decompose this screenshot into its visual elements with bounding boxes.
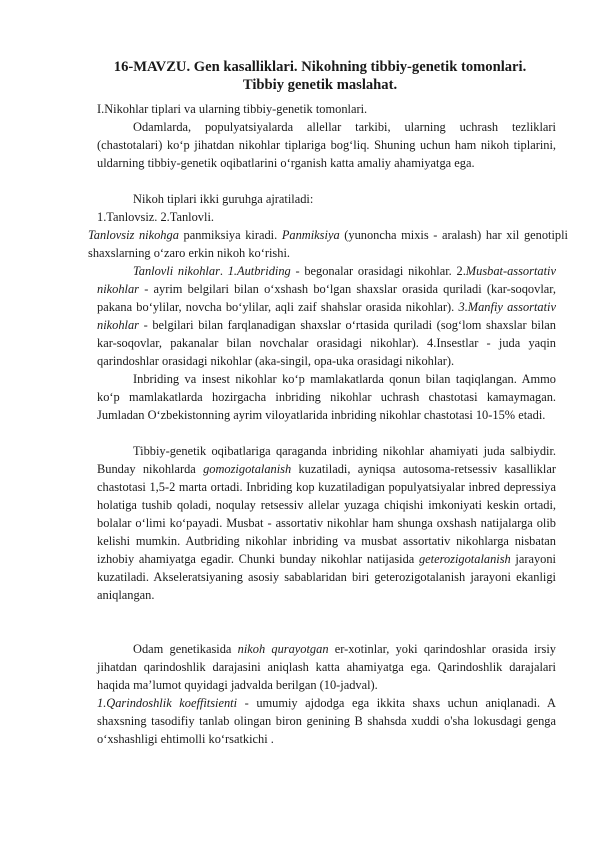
text-run: kuzatiladi, ayniqsa autosoma-retsessiv kasalliklar chastotasi 1,5-2 marta ortadi. Inbriding kop kuzatiladigan populyatsiyalar inbred depressiya holatiga tushib qoladi, noqulay retsessiv allelar yuzaga chiqishi imkoniyati keskin ortadi, bolalar o‘limi ko‘payadi. Musbat - assortativ nikohlar ham shunga oxshash natijalarga olib kelishi mumkin. Autbriding nikohlar inbriding va musbat assortativ nikohlarga nisbatan izhobiy ahamiyatga egadir. Chunki bunday nikohlar natijasida (97, 462, 556, 566)
paragraph-kinship (97, 640, 556, 694)
term-positive-assortative: Musbat-assortativ nikohlar (97, 264, 556, 296)
term-panmixia: Panmiksiya (281, 228, 340, 242)
paragraph-types-intro: Nikoh tiplari ikki guruhga ajratiladi: (133, 192, 314, 206)
term-selective: Tanlovli nikohlar (133, 264, 220, 278)
text-run: - umumiy ajdodga ega ikkita shaxs uchun aniqlanadi. A shaxsning tasodifiy tanlab olingan biron genining B shahsda xuddi o'sha lokusdagi genga o‘xshashligi ehtimolli ko‘rsatkichi . (97, 696, 556, 746)
paragraph-selective (97, 262, 556, 370)
text-run: er-xotinlar, yoki qarindoshlar orasida irsiy jihatdan qarindoshlik darajasini aniqlash katta ahamiyatga ega. Qarindoshlik darajalari haqida ma’lumot quyidagi jadvalda berilgan (10-jadval). (97, 642, 556, 692)
text-run: jarayoni kuzatiladi. Akseleratsiyaning asosiy sabablaridan biri geterozigotalanish jarayoni ekanligi aniqlangan. (97, 552, 556, 602)
text-run: - belgilari bilan farqlanadigan shaxslar o‘rtasida quriladi (sog‘lom shaxslar bilan kar-soqovlar, pakanalar bilan novchalar orasidagi nikohlar). 4.Insestlar - juda yaqin qarindoshlar orasidagi nikohlar (aka-singil, opa-uka orasidagi nikohlar). (97, 318, 556, 368)
paragraph-inbreeding-law: Inbriding va insest nikohlar ko‘p mamlakatlarda qonun bilan taqiqlangan. Ammo ko‘p mamlakatlarda hozirgacha inbriding nikohlar uchrash chastotasi kamaymagan. Jumladan O‘zbekistonning ayrim viloyatlarida inbriding nikohlar chastotasi 10-15% etadi. (97, 372, 556, 422)
document-title-line1: 16-MAVZU. Gen kasalliklari. Nikohning tibbiy-genetik tomonlari. (113, 59, 527, 75)
paragraph-types-list: 1.Tanlovsiz. 2.Tanlovli. (97, 210, 214, 224)
term-nonselective: Tanlovsiz nikohga (88, 228, 179, 242)
text-run: . (219, 264, 228, 278)
text-run: Tibbiy-genetik oqibatlariga qaraganda inbriding nikohlar ahamiyati juda salbiydir. Bunday nikohlarda (97, 444, 556, 476)
paragraph-intro: Odamlarda, populyatsiyalarda allellar tarkibi, ularning uchrash tezliklari (chastotalari) ko‘p jihatdan nikohlar tiplariga bog‘liq. Shuning uchun ham nikoh tiplarini, uldarning tibbiy-genetik oqibatlarini o‘rganish katta amaliy ahamiyatga ega. (97, 120, 556, 170)
section-heading: I.Nikohlar tiplari va ularning tibbiy-genetik tomonlari. (97, 102, 368, 116)
document-title-line2: Tibbiy genetik maslahat. (242, 77, 398, 93)
text-run: - ayrim belgilari bilan o‘xshash bo‘lgan shaxslar orasida quriladi (kar-soqovlar, pakana bo‘ylilar, novcha bo‘ylilar, aqli zaif shahslar orasida nikohlar). (97, 282, 556, 314)
term-homozygosity: gomozigotalanish (203, 462, 292, 476)
paragraph-panmixia (88, 226, 568, 262)
text-run: (yunoncha mixis - aralash) har xil genotipli shaxslarning o‘zaro erkin nikoh ko‘rishi. (88, 228, 568, 260)
paragraph-consequences (97, 442, 556, 604)
paragraph-kinship-coefficient (97, 694, 556, 748)
text-run: panmiksiya kiradi. (178, 228, 282, 242)
term-heterozygosity: geterozigotalanish (418, 552, 511, 566)
term-kinship-coefficient: 1.Qarindoshlik koeffitsienti (97, 696, 238, 710)
text-run: - begonalar orasidagi nikohlar. 2. (290, 264, 466, 278)
term-negative-assortative: 3.Manfiy assortativ nikohlar (97, 300, 556, 332)
term-outbreeding: 1.Autbriding (227, 264, 291, 278)
text-run: Odam genetikasida (133, 642, 238, 656)
term-marrying: nikoh qurayotgan (237, 642, 329, 656)
